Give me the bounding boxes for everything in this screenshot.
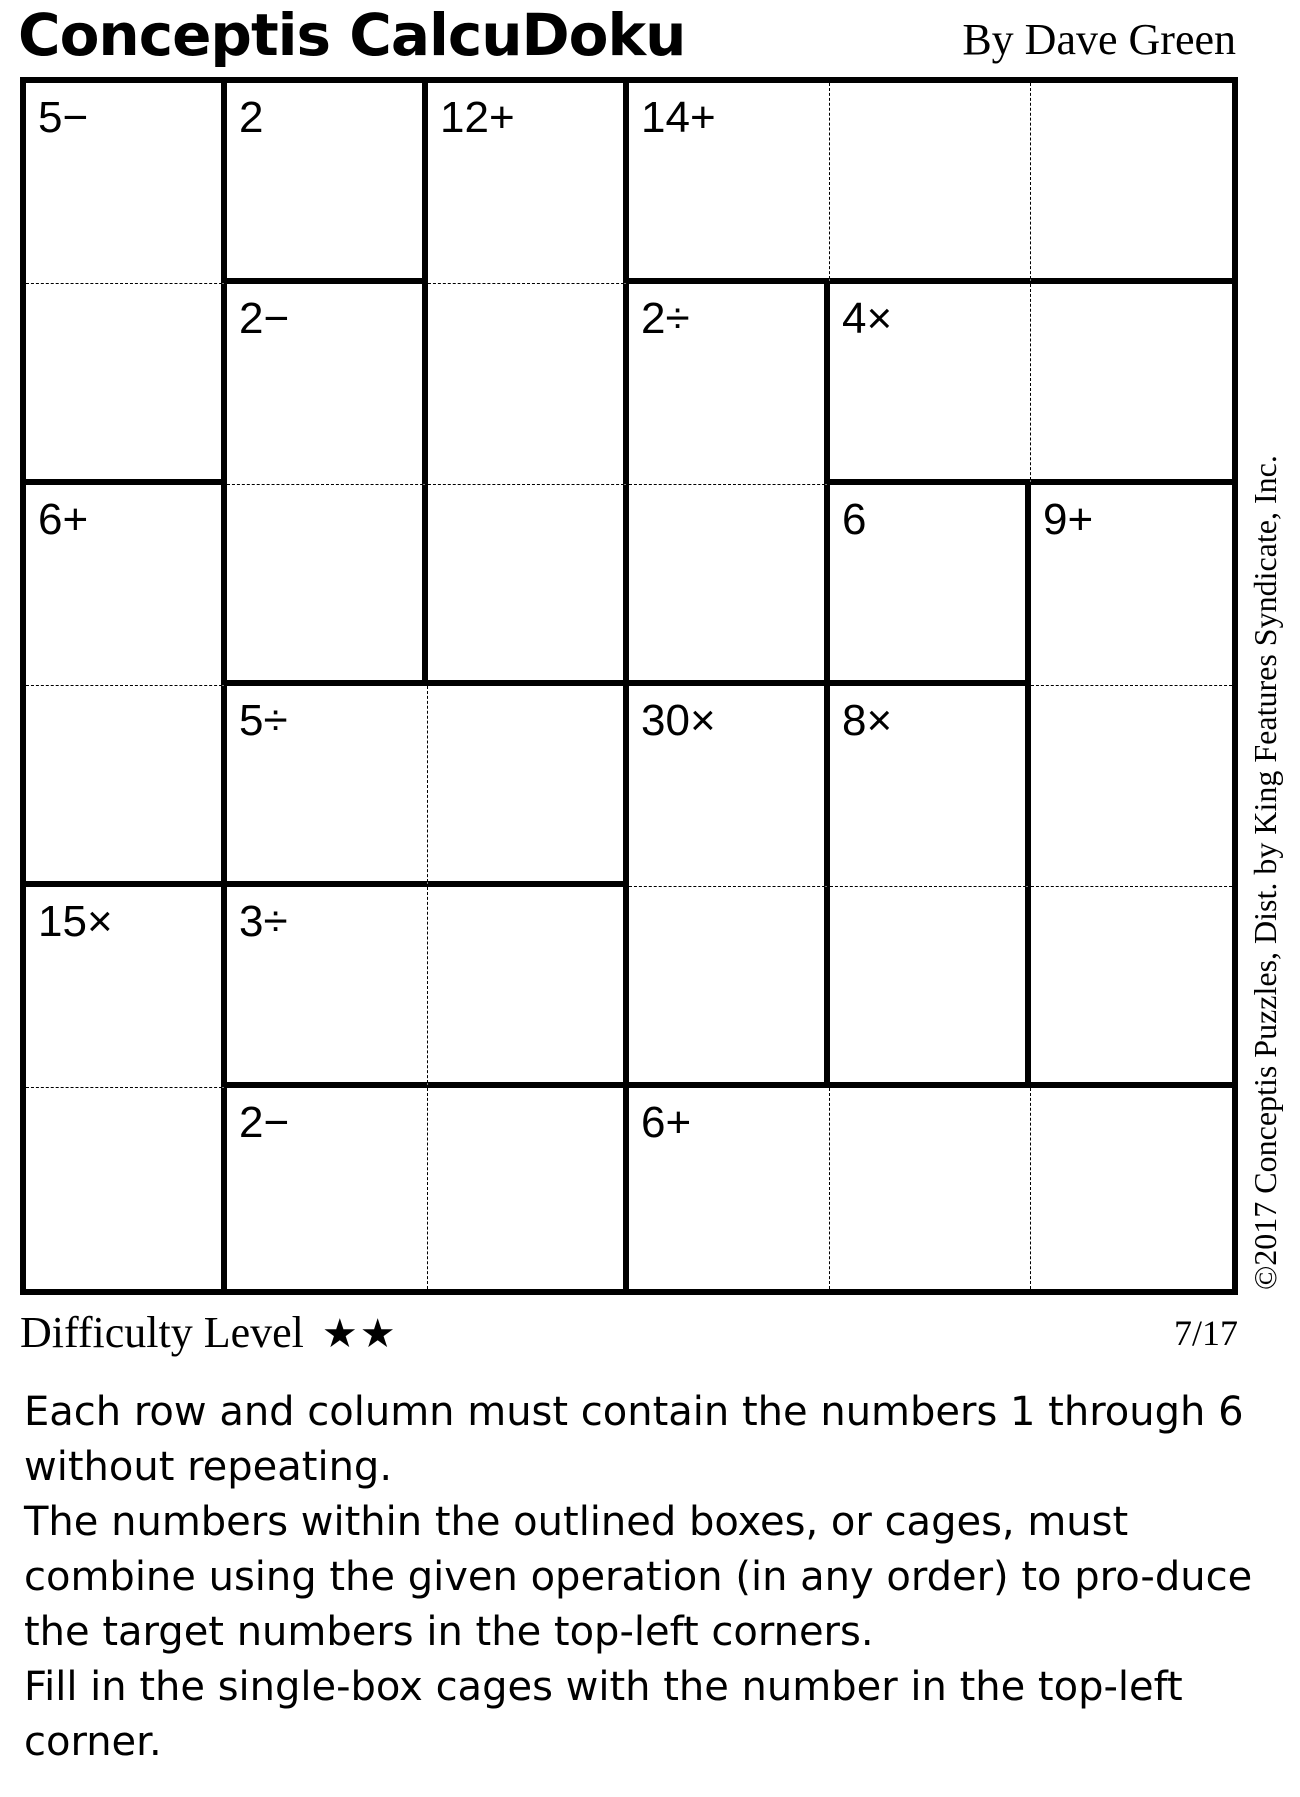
cage-clue: 5−: [38, 93, 89, 142]
grid-cell[interactable]: [830, 686, 1031, 887]
cage-clue: 2−: [239, 294, 290, 343]
copyright-notice: ©2017 Conceptis Puzzles, Dist. by King Features Syndicate, Inc.: [1247, 455, 1283, 1290]
cage-clue: 12+: [440, 93, 515, 142]
grid-cell[interactable]: [1031, 686, 1232, 887]
grid-cell[interactable]: [26, 887, 227, 1088]
difficulty-label: Difficulty Level: [20, 1308, 304, 1357]
grid-cell[interactable]: [227, 83, 428, 284]
grid-cell[interactable]: [629, 1088, 830, 1289]
cage-clue: 6: [842, 495, 867, 544]
grid-cell[interactable]: [428, 485, 629, 686]
grid-cell[interactable]: [830, 284, 1031, 485]
cage-clue: 6+: [38, 495, 89, 544]
grid-cell[interactable]: [428, 284, 629, 485]
grid-cell[interactable]: [227, 284, 428, 485]
grid-cell[interactable]: [830, 1088, 1031, 1289]
grid-cell[interactable]: [629, 686, 830, 887]
grid-cell[interactable]: [227, 485, 428, 686]
difficulty-level: [20, 1305, 398, 1362]
grid-cell[interactable]: [830, 887, 1031, 1088]
grid-cell[interactable]: [629, 83, 830, 284]
grid-cell[interactable]: [1031, 1088, 1232, 1289]
cage-clue: 15×: [38, 897, 113, 946]
cage-clue: 2: [239, 93, 264, 142]
instruction-rows-columns: Each row and column must contain the numbers 1 through 6 without repeating.: [24, 1389, 1244, 1490]
cage-clue: 5÷: [239, 696, 288, 745]
puzzle-title: Conceptis CalcuDoku: [18, 1, 686, 69]
grid-cell[interactable]: [1031, 887, 1232, 1088]
grid-cell[interactable]: [830, 485, 1031, 686]
grid-cell[interactable]: [26, 284, 227, 485]
grid-cell[interactable]: [629, 485, 830, 686]
cage-clue: 2−: [239, 1098, 290, 1147]
grid-cell[interactable]: [428, 887, 629, 1088]
cage-clue: 9+: [1043, 495, 1094, 544]
grid-cell[interactable]: [26, 485, 227, 686]
grid-cell[interactable]: [428, 686, 629, 887]
cage-clue: 3÷: [239, 897, 288, 946]
cage-clue: 8×: [842, 696, 893, 745]
grid-cell[interactable]: [227, 686, 428, 887]
puzzle-grid: [20, 77, 1238, 1295]
grid-cell[interactable]: [1031, 83, 1232, 284]
cage-clue: 30×: [641, 696, 716, 745]
grid-cell[interactable]: [26, 1088, 227, 1289]
grid-cell[interactable]: [1031, 485, 1232, 686]
cage-clue: 14+: [641, 93, 716, 142]
grid-cell[interactable]: [1031, 284, 1232, 485]
instructions: [24, 1385, 1294, 1770]
grid-cell[interactable]: [428, 1088, 629, 1289]
puzzle-date: 7/17: [1173, 1313, 1238, 1353]
cage-clue: 6+: [641, 1098, 692, 1147]
grid-cell[interactable]: [227, 1088, 428, 1289]
grid-cell[interactable]: [428, 83, 629, 284]
instruction-single-box: Fill in the single-box cages with the number in the top-left corner.: [24, 1664, 1183, 1765]
grid-cell[interactable]: [26, 83, 227, 284]
byline: By Dave Green: [962, 15, 1236, 64]
grid-cell[interactable]: [830, 83, 1031, 284]
grid-cell[interactable]: [629, 284, 830, 485]
difficulty-stars: ★★: [321, 1311, 398, 1357]
grid-cell[interactable]: [629, 887, 830, 1088]
grid-cell[interactable]: [26, 686, 227, 887]
cage-clue: 4×: [842, 294, 893, 343]
cage-clue: 2÷: [641, 294, 690, 343]
grid-cell[interactable]: [227, 887, 428, 1088]
instruction-cages: The numbers within the outlined boxes, or cages, must combine using the given operation (in any order) to pro-duce the target numbers in the top-left corners.: [24, 1499, 1253, 1655]
